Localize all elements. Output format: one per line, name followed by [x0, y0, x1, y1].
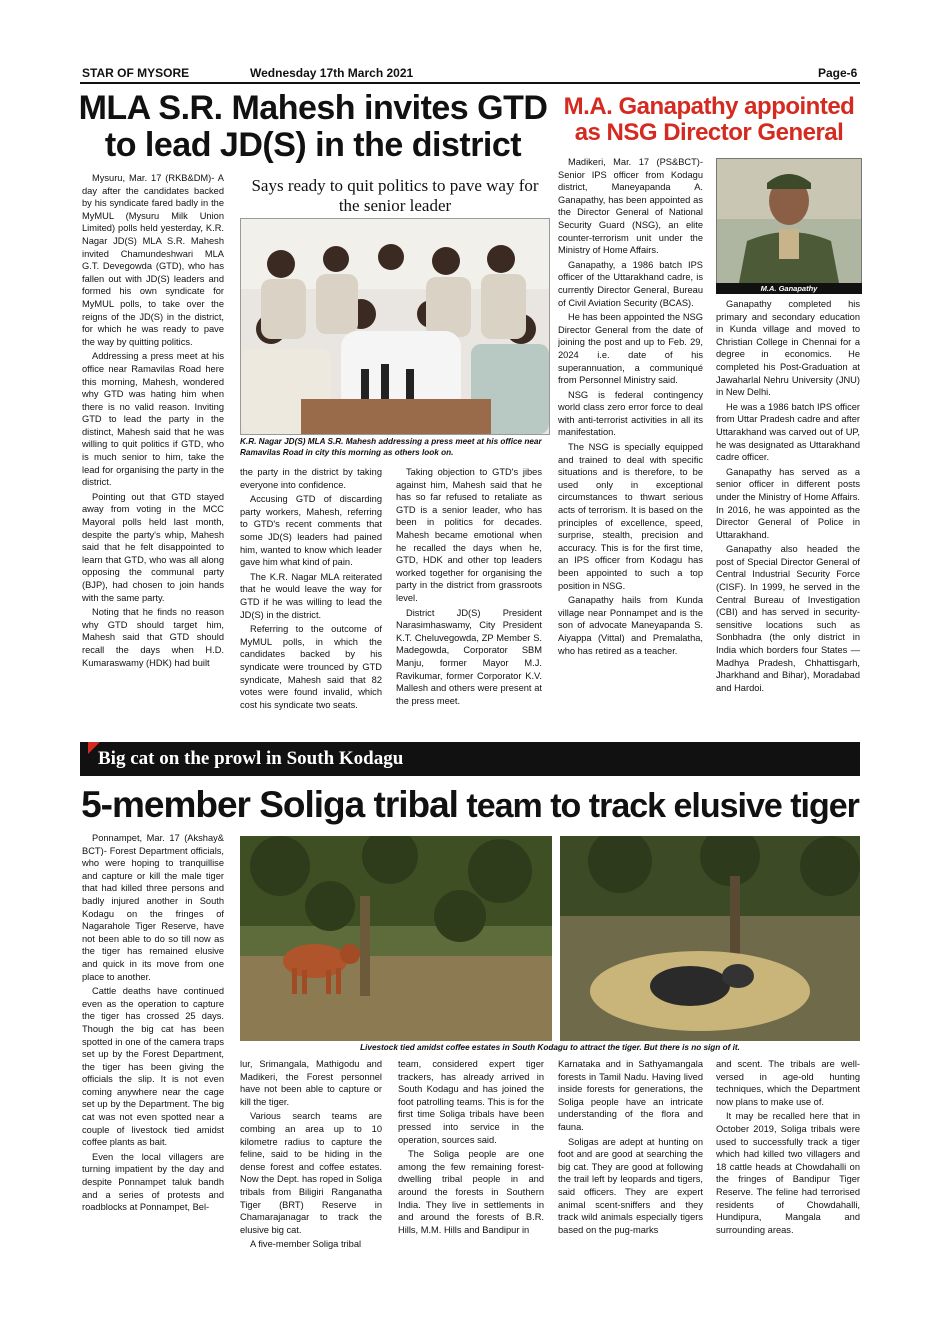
paragraph: Madikeri, Mar. 17 (PS&BCT)- Senior IPS officer from Kodagu district, Maneyapanda A. Ganapathy, has been appointed as the Director General of National Security Guard (NSG), an elite counter-terrorism unit under the Ministry of Home Affairs.	[558, 157, 703, 256]
paragraph: Ganapathy hails from Kunda village near Ponnampet and is the son of advocate Maneyapanda S. Aiyappa (Vittal) and Premalatha, who has retired as a teacher.	[558, 595, 703, 656]
story1-column-2	[240, 466, 382, 741]
header-rule	[80, 82, 860, 84]
paragraph: The NSG is specially equipped and trained to deal with specific situations and is therefore, to be used only in exceptional circumstances to thwart serious acts of terrorism. It is based on the principles of excellence, speed, surprise, stealth, precision and accuracy. This is for the first time, an IPS officer from Kodagu has been appointed to such a top position in NSG.	[558, 442, 703, 591]
paragraph: Taking objection to GTD's jibes against him, Mahesh said that he has so far refused to retaliate as GTD is a senior leader, who has been in politics for decades. Mahesh became emotional when he recalled the days when he, GTD, HDK and other top leaders worked together for organising the party in the district from grassroots level.	[396, 467, 542, 603]
paragraph: Various search teams are combing an area up to 10 kilometre radius to capture the feline, said to be hiding in the dense forest and coffee estates. Now the Dept. has roped in Soliga tribals from Biligiri Ranganatha Tiger (BRT) Reserve in Chamarajanagar to track the elusive big cat.	[240, 1111, 382, 1235]
paragraph: NSG is federal contingency world class zero error force to deal with anti-terrorist activities in all its manifestation.	[558, 389, 703, 438]
story2-headline-line2: as NSG Director General	[574, 118, 844, 146]
ganapathy-photo	[716, 158, 862, 284]
story3-column-3	[398, 1058, 544, 1258]
issue-date: Wednesday 17th March 2021	[250, 66, 414, 80]
masthead-name: STAR OF MYSORE	[82, 66, 190, 80]
paragraph: Ganapathy completed his primary and secondary education in Kunda village and moved to Christian College in Chennai for a degree in economics. He completed his Post-Graduation at Jawaharlal Nehru University (JNU) in New Delhi.	[716, 299, 860, 398]
story3-headline-part1: 5-member Soliga tribal	[81, 784, 458, 825]
paragraph: Ganapathy also headed the post of Special Director General of Central Industrial Security Force (CISF). In 1999, he served in the Central Bureau of Investigation (CBI) and has served in security-sensitive locations such as Sonbhadra (the only district in India which borders four States — Madhya Pradesh, Chhattisgarh, Jharkhand and Bihar), Moradabad and Hardoi.	[716, 544, 860, 693]
story3-headline	[80, 784, 860, 826]
paragraph: and scent. The tribals are well-versed in age-old hunting techniques, which the Department now plans to make use of.	[716, 1059, 860, 1107]
story3-column-5	[716, 1058, 860, 1258]
paragraph: Accusing GTD of discarding party workers, Mahesh, referring to GTD's recent comments that some JD(S) leaders had pained him, wanted to know which leader gave him what kind of pain.	[240, 494, 382, 568]
paragraph: Referring to the outcome of MyMUL polls, in which the candidates backed by his syndicate were trounced by GTD syndicate, Mahesh said that 82 votes were found invalid, which cost his syndicate two seats.	[240, 624, 382, 710]
story2-column-2	[716, 298, 860, 743]
paragraph: The K.R. Nagar MLA reiterated that he would leave the way for GTD if he was willing to lead the JD(S) in the district.	[240, 571, 382, 620]
story3-photo-caption: Livestock tied amidst coffee estates in South Kodagu to attract the tiger. But there is no sign of it.	[360, 1043, 740, 1052]
story1-column-1	[82, 172, 224, 742]
story1-column-3	[396, 466, 542, 741]
paragraph: He was a 1986 batch IPS officer from Uttar Pradesh cadre and after Uttarakhand was carved out of UP, he was designated as Uttarakhand cadre officer.	[716, 401, 860, 463]
paragraph: Karnataka and in Sathyamangala forests in Tamil Nadu. Having lived inside forests for generations, the Soliga people have an intricate understanding of the flora and fauna.	[558, 1059, 703, 1132]
story3-column-2	[240, 1058, 382, 1258]
paragraph: Noting that he finds no reason why GTD should target him, Mahesh said that GTD should recall the days when H.D. Kumaraswamy (HDK) had built	[82, 607, 224, 668]
banner-title: Big cat on the prowl in South Kodagu	[98, 748, 404, 769]
press-meet-photo	[240, 218, 550, 435]
paragraph: It may be recalled here that in October 2019, Soliga tribals were used to successfully track a tiger which had killed two villagers and 18 cattle heads at Chowdahalli on the fringes of Bandipur Tiger Reserve. The feline had terrorised residents of Chowdahalli, Hundipura, Mangala and surrounding areas.	[716, 1111, 860, 1235]
story1-deck: Says ready to quit politics to pave way for the senior leader	[251, 176, 539, 215]
paragraph: Ganapathy, a 1986 batch IPS officer of the Uttarakhand cadre, is currently Director General, Bureau of Civil Aviation Security (BCAS).	[558, 259, 703, 308]
paragraph: A five-member Soliga tribal	[250, 1239, 362, 1250]
ganapathy-photo-caption: M.A. Ganapathy	[716, 283, 862, 294]
paragraph: He has been appointed the NSG Director General from the date of joining the post and up to Feb. 29, 2024 i.e. date of his superannuation, a communiqué from Personnel Ministry said.	[558, 312, 703, 386]
paragraph: team, considered expert tiger trackers, has already arrived in South Kodagu and has joined the foot patrolling teams. This is for the first time Soliga tribals have been pressed into service in the operation, sources said.	[398, 1059, 544, 1145]
paragraph: Addressing a press meet at his office near Ramavilas Road here this morning, Mahesh, wondered why GTD was hating him when there is no valid reason. Inviting GTD to lead the party in the distinct, Mahesh said that he was willing to quit politics if GTD, who is much senior to him, take the lead for organising the party in the district.	[82, 351, 224, 488]
story1-headline-line2: to lead JD(S) in the district	[104, 125, 522, 164]
section-banner	[80, 742, 860, 776]
paragraph: Ponnampet, Mar. 17 (Akshay& BCT)- Forest Department officials, who were hoping to tranquillise and capture or kill the male tiger that had killed three persons and badly injured another in South Kodagu on the fringes of Nagarahole Tiger Reserve, have not been able to do so till now as the tiger has remained elusive and quick in its move from one place to another.	[82, 833, 224, 982]
story1-headline	[78, 90, 548, 163]
paragraph: Cattle deaths have continued even as the operation to capture the tiger has crossed 25 days. Though the big cat has been spotted in one of the camera traps set up by the Forest Department, the tiger has been giving the officials the slip. It is not even coming anywhere near the cage set up by the Department. The big cat was not even spotted near a couple of livestock tied amidst coffee plants as bait.	[82, 986, 224, 1148]
paragraph: Pointing out that GTD stayed away from voting in the MCC Mayoral polls held last month, despite the party's whip, Mahesh said that he felt disappointed to learn that GTD, who was all along opposing the communal party (BJP), had chosen to join hands with the same party.	[82, 491, 224, 603]
paragraph: Even the local villagers are turning impatient by the day and despite Ponnampet taluk bandh and a series of protests and roadblocks at Ponnampet, Bel-	[82, 1151, 224, 1213]
story1-photo-caption: K.R. Nagar JD(S) MLA S.R. Mahesh addressing a press meet at his office near Ramavilas Road in city this morning as others look on.	[240, 437, 542, 457]
page-number: Page-6	[818, 66, 858, 80]
paragraph: Soligas are adept at hunting on foot and are good at searching the big cat. They are good at following the trail left by leopards and tigers, said officers. They are expert animal scent-sniffers and they track wild animals especially tigers based on the pug-marks	[558, 1136, 703, 1235]
paragraph: Mysuru, Mar. 17 (RKB&DM)- A day after the candidates backed by his syndicate fared badly in the MyMUL (Mysuru Milk Union Limited) polls held yesterday, K.R. Nagar JD(S) MLA S.R. Mahesh invited Chamundeshwari MLA G.T. Devegowda (GTD), who has fallen out with JD(S) leaders and formed his own syndicate for MyMUL polls, to take over the reigns of the JD(S) in the district, for which he was ready to pave the way by quitting politics.	[82, 173, 224, 347]
paragraph: The Soliga people are one among the few remaining forest-dwelling tribal people in and around the forests in Southern India. They live in settlements in and around the forests of B.R. Hills, M.M. Hills and Bandipur in	[398, 1149, 544, 1235]
story2-column-1	[558, 156, 703, 741]
story3-column-1	[82, 832, 224, 1262]
story3-column-4	[558, 1058, 703, 1258]
buffalo-calf-photo	[560, 836, 860, 1041]
story1-headline-line1: MLA S.R. Mahesh invites GTD	[78, 89, 548, 127]
story3-headline-part2: team to track elusive tiger	[466, 787, 859, 825]
paragraph: lur, Srimangala, Mathigodu and Madikeri, the Forest personnel have not been able to capture or kill the tiger.	[240, 1059, 382, 1107]
paragraph: the party in the district by taking everyone into confidence.	[240, 467, 382, 490]
story2-headline-line1: M.A. Ganapathy appointed	[563, 93, 855, 120]
story2-headline	[556, 94, 862, 146]
paragraph: District JD(S) President Narasimhaswamy, City President K.T. Cheluvegowda, ZP Member S. Madegowda, Corporator SBM Manju, former Mayor M.J. Ravikumar, former Corporator K.V. Mallesh and others were present at the press meet.	[396, 607, 542, 706]
calf-in-estate-photo	[240, 836, 552, 1041]
paragraph: Ganapathy has served as a senior officer in different posts under the Ministry of Home Affairs. In 2016, he was appointed as the Director General of Police in Uttarakhand.	[716, 466, 860, 540]
